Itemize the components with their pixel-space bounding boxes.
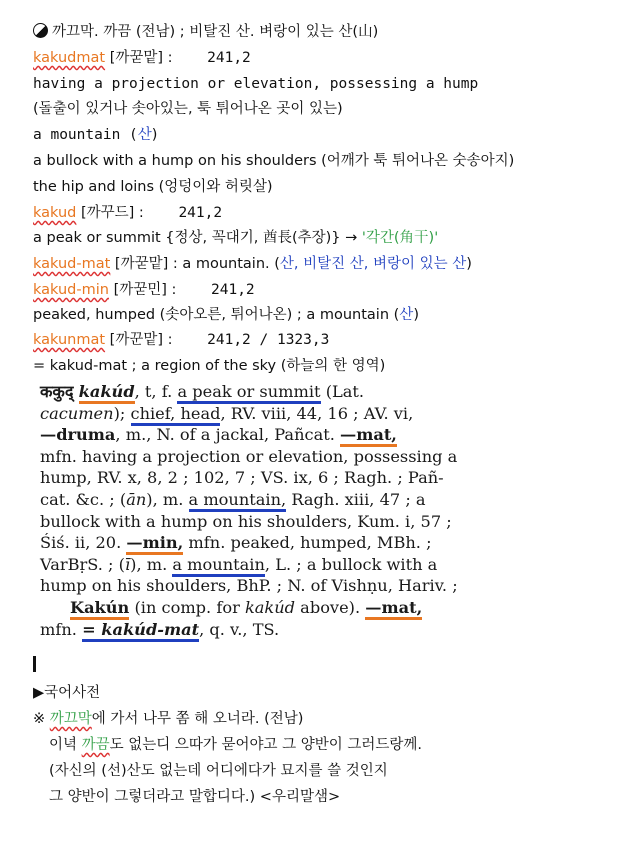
- example-3: (자신의 (선)산도 없는데 어디에다가 묘지를 쓸 것인지: [49, 763, 388, 779]
- scan-line: [40, 489, 480, 511]
- scan-line: [40, 381, 480, 403]
- scan-text: Śiś. ii, 20.: [40, 533, 127, 553]
- scan-line: [40, 424, 480, 446]
- scan-line: [40, 532, 480, 554]
- peaked-ko: 산: [399, 307, 414, 323]
- mountain-ko: 산: [137, 127, 152, 143]
- kakud-entry: [33, 203, 222, 223]
- scan-text: above).: [295, 597, 366, 617]
- example-2-word: 까끔: [81, 737, 110, 753]
- scan-line: [40, 403, 480, 425]
- scan-definition: = kakúd-mat: [82, 620, 199, 642]
- scan-compound-mat: —mat,: [340, 425, 397, 447]
- peaked-close: ): [413, 307, 419, 323]
- mountain-close: ): [151, 127, 158, 143]
- definition-region: = kakud-mat ; a region of the sky (하늘의 한 영역): [33, 358, 386, 374]
- definition-mountain: [33, 125, 157, 145]
- scan-text: (Lat.: [320, 382, 365, 401]
- scan-text: mfn.: [40, 619, 83, 639]
- section-heading: ▶국어사전: [33, 685, 101, 701]
- definition-projection-ko: (돌출이 있거나 솟아있는, 툭 튀어나온 곳이 있는): [33, 101, 343, 117]
- example-1-word: 까끄막: [49, 711, 92, 727]
- kakunmat-entry: [33, 330, 329, 350]
- entry-header: [33, 22, 378, 42]
- half-circle-bullet-icon: [33, 23, 48, 38]
- kakud-mat-ko: 산, 비탈진 산, 벼랑이 있는 산: [279, 256, 467, 272]
- mountain-text: a mountain (: [33, 127, 138, 143]
- definition-bullock: a bullock with a hump on his shoulders (어깨가 툭 튀어나온 숫송아지): [33, 153, 515, 169]
- kakudmat-korean: [까꾿맡] :: [109, 50, 173, 66]
- kakud-korean: [까꾸드] :: [80, 205, 144, 221]
- kakudmat-ref: 241,2: [207, 50, 251, 66]
- scan-compound: —druma: [40, 425, 116, 445]
- kakud-mat-word: kakud-mat: [33, 256, 111, 272]
- peak-text: a peak or summit {정상, 꼭대기, 酋長(추장)} →: [33, 230, 362, 246]
- kakud-mat-entry: [33, 254, 472, 274]
- definition-hip: the hip and loins (엉덩이와 허릿살): [33, 179, 273, 195]
- scan-text: , L. ; a bullock with a: [264, 554, 438, 574]
- example-2-text: 도 없는디 으따가 묻어야고 그 양반이 그러드랑께.: [109, 737, 423, 753]
- scan-text: , q. v., TS.: [199, 619, 280, 639]
- scan-text: , t, f.: [134, 382, 173, 401]
- scan-headword-kakun: Kakún: [70, 598, 129, 620]
- dictionary-scan: [40, 381, 480, 640]
- kakud-min-word: kakud-min: [33, 282, 109, 298]
- scan-line: hump, RV. x, 8, 2 ; 102, 7 ; VS. ix, 6 ; Ragh. ; Pañ-: [40, 468, 444, 488]
- scan-text: kakúd: [244, 597, 296, 617]
- example-4: 그 양반이 그렇더라고 말합디다.) <우리말샘>: [49, 789, 341, 805]
- peaked-text: peaked, humped (솟아오른, 튀어나온) ; a mountain (: [33, 307, 400, 323]
- scan-line: [40, 619, 480, 641]
- scan-definition: chief, head: [131, 404, 221, 426]
- scan-compound-min: —min,: [126, 533, 183, 555]
- scan-text: , m., N. of a jackal, Pañcat.: [115, 425, 341, 445]
- kakud-min-ref: 241,2: [211, 282, 255, 298]
- devanagari-word: ककुद्: [40, 382, 74, 401]
- example-1-text: 에 가서 나무 쫌 해 오너라. (전남): [91, 711, 304, 727]
- scan-text: );: [113, 403, 131, 423]
- text-cursor: [33, 656, 36, 672]
- kakudmat-entry: [33, 48, 251, 68]
- scan-text: VarBṛS. ; (: [40, 554, 125, 574]
- example-1: [33, 709, 303, 729]
- scan-line: hump on his shoulders, BhP. ; N. of Vishṇu, Hariv. ;: [40, 576, 458, 596]
- note-mark: ※: [33, 711, 50, 727]
- kakud-word: kakud: [33, 205, 77, 221]
- scan-text: mfn. peaked, humped, MBh. ;: [183, 533, 432, 553]
- scan-text: ī: [124, 554, 131, 574]
- entry-header-text: 까끄막. 까끔 (전남) ; 비탈진 산. 벼랑이 있는 산(山): [52, 24, 379, 40]
- kakunmat-word: kakunmat: [33, 332, 106, 348]
- kakudmat-word: kakudmat: [33, 50, 106, 66]
- scan-definition: a mountain,: [189, 490, 287, 512]
- example-2: [49, 735, 422, 755]
- definition-peaked: [33, 305, 419, 325]
- scan-headword: kakúd: [79, 382, 135, 404]
- definition-projection: having a projection or elevation, possessing a hump: [33, 76, 479, 92]
- scan-text: ), m.: [130, 554, 173, 574]
- scan-line: [40, 554, 480, 576]
- kakud-min-entry: [33, 280, 255, 300]
- scan-text: cat. &c. ; (: [40, 489, 127, 509]
- scan-definition: a mountain: [172, 555, 265, 577]
- kakunmat-ref: 241,2 / 1323,3: [207, 332, 330, 348]
- scan-line: mfn. having a projection or elevation, possessing a: [40, 446, 458, 466]
- scan-text: cacumen: [40, 403, 114, 423]
- kakud-mat-close: ): [466, 256, 472, 272]
- scan-text: Ragh. xiii, 47 ; a: [286, 489, 426, 509]
- scan-definition: a peak or summit: [177, 382, 320, 404]
- kakud-min-korean: [까꾿민] :: [113, 282, 177, 298]
- kakud-ref: 241,2: [178, 205, 223, 221]
- scan-compound-mat: —mat,: [365, 598, 422, 620]
- scan-text: (in comp. for: [129, 597, 245, 617]
- scan-text: , RV. viii, 44, 16 ; AV. vi,: [220, 403, 414, 423]
- scan-line: [40, 597, 480, 619]
- kakud-mat-korean: [까꾿맡] : a mountain. (: [114, 256, 280, 272]
- definition-peak: [33, 228, 438, 248]
- peak-link: '각간(角干)': [361, 230, 439, 246]
- scan-text: ), m.: [146, 489, 189, 509]
- scan-text: ān: [126, 489, 147, 509]
- example-2-pre: 이녁: [49, 737, 82, 753]
- kakunmat-korean: [까꾼맡] :: [109, 332, 173, 348]
- scan-line: bullock with a hump on his shoulders, Kum. i, 57 ;: [40, 511, 452, 531]
